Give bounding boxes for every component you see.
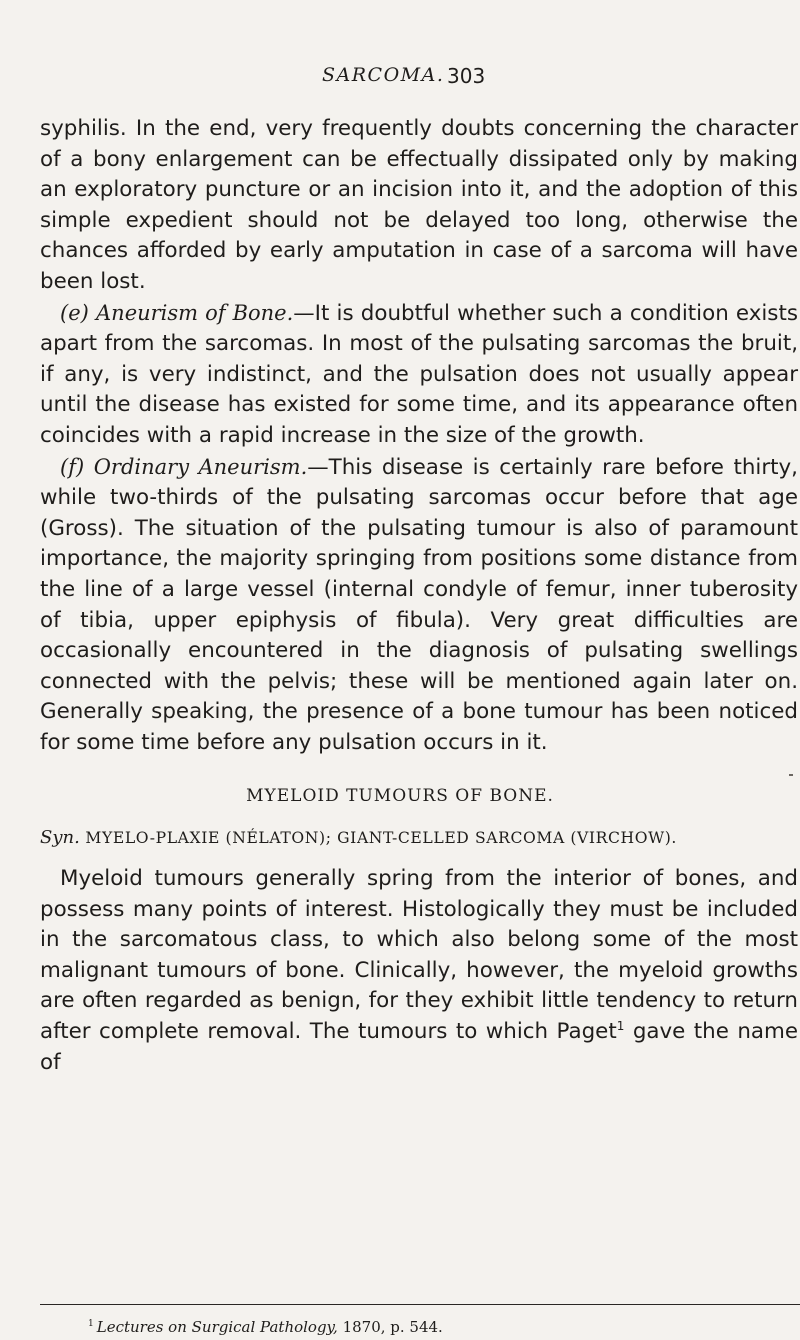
- body-text-upper: [40, 114, 798, 758]
- synonyms-line: [40, 827, 800, 848]
- synonyms-text: MYELO-PLAXIE (NÉLATON); GIANT-CELLED SARCOMA (VIRCHOW).: [85, 829, 677, 847]
- paragraph-aneurism-of-bone: [40, 298, 798, 452]
- footnote-title: Lectures on Surgical Pathology,: [96, 1318, 338, 1336]
- footnote-rule: [40, 1304, 800, 1305]
- margin-mark: [789, 774, 793, 776]
- paragraph-heading: Aneurism of Bone.: [96, 300, 294, 325]
- footnote-mark: 1: [88, 1319, 94, 1329]
- paragraph-text: —This disease is certainly rare before thirty, while two-thirds of the pulsating sarcomas occur before that age (Gross). The situation of the pulsating tumour is also of paramount importance, the majority springing from positions some distance from the line of a large vessel (internal condyle of femur, inner tuberosity of tibia, upper epiphysis of fibula). Very great difficulties are occasionally encountered in the diagnosis of pulsating swellings connected with the pelvis; these will be mentioned again later on. Generally speaking, the presence of a bone tumour has been noticed for some time before any pulsation occurs in it.: [40, 454, 798, 755]
- footnote-details: 1870, p. 544.: [337, 1318, 443, 1336]
- paragraph-myeloid-tumours: [40, 864, 798, 1078]
- synonyms-label: Syn.: [40, 827, 80, 848]
- paragraph-text: Myeloid tumours generally spring from the interior of bones, and possess many points of interest. Histologically they must be included in the sarcomatous class, to which also belong some of the most malignant tumours of bone. Clinically, however, the myeloid growths are often regarded as benign, for they exhibit little tendency to return after complete removal. The tumours to which Paget: [40, 866, 798, 1044]
- footnote: [88, 1318, 443, 1336]
- page-number: 303: [447, 64, 486, 88]
- running-head: [0, 64, 800, 96]
- paragraph-syphilis: [40, 114, 798, 298]
- running-title: SARCOMA.: [322, 64, 445, 86]
- paragraph-heading: Ordinary Aneurism.: [93, 454, 308, 479]
- body-text-lower: [40, 864, 798, 1078]
- paragraph-text: syphilis. In the end, very frequently doubts concerning the character of a bony enlargement can be effectually dissipated only by making an exploratory puncture or an incision into it, and the adoption of this simple expedient should not be delayed too long, otherwise the chances afforded by early amputation in case of a sarcoma will have been lost.: [40, 116, 798, 294]
- item-label: (e): [60, 300, 89, 325]
- paragraph-ordinary-aneurism: [40, 452, 798, 759]
- item-label: (f): [60, 454, 85, 479]
- paragraph-text-end: gave the name of: [40, 1018, 799, 1075]
- footnote-reference: 1: [616, 1018, 625, 1033]
- paragraph-text: —It is doubtful whether such a condition exists apart from the sarcomas. In most of the pulsating sarcomas the bruit, if any, is very indistinct, and the pulsation does not usually appear until the disease has existed for some time, and its appearance often coincides with a rapid increase in the size of the growth.: [40, 300, 798, 448]
- section-heading: MYELOID TUMOURS OF BONE.: [246, 786, 554, 806]
